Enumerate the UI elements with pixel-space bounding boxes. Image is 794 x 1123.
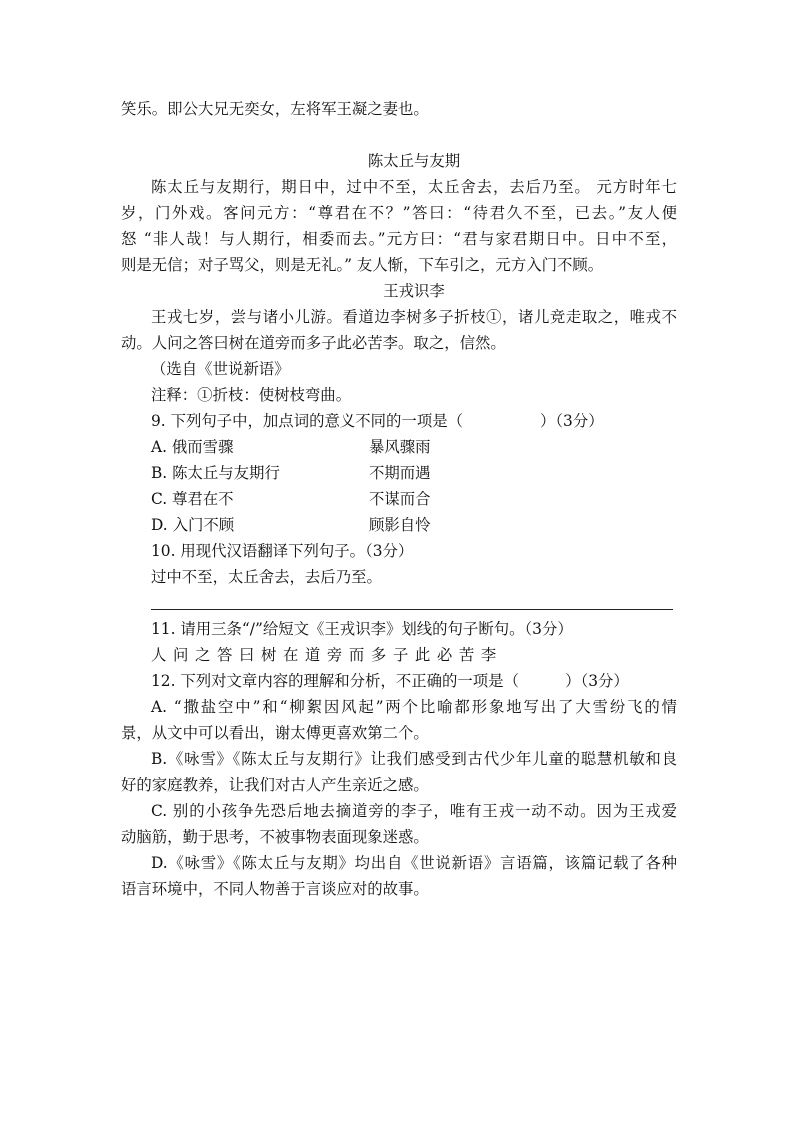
answer-line[interactable] — [151, 609, 673, 610]
choice-d-cont: 语言环境中，不同人物善于言谈应对的故事。 — [121, 880, 429, 898]
option-row — [151, 489, 677, 509]
text-line: 陈太丘与友期行，期日中，过中不至，太丘舍去，去后乃至。 元方时年七 — [151, 178, 677, 196]
text-line: 动。人问之答曰树在道旁而多子此必苦李。取之，信然。 — [121, 334, 506, 352]
text-line: 笑乐。即公大兄无奕女，左将军王凝之妻也。 — [121, 100, 429, 118]
choice-b-cont: 好的家庭教养，让我们对古人产生亲近之感。 — [121, 776, 429, 794]
option-compare: 不期而遇 — [369, 464, 431, 482]
question-11: 11. 请用三条“/”给短文《王戎识李》划线的句子断句。（3分） — [151, 620, 573, 638]
option-row — [151, 515, 677, 535]
text-line: 则是无信；对子骂父，则是无礼。” 友人惭，下车引之，元方入门不顾。 — [121, 256, 604, 274]
text-line: 怒 “非人哉！与人期行，相委而去。”元方曰：“君与家君期日中。日中不至， — [121, 230, 677, 248]
text-line: 岁，门外戏。客问元方：“尊君在不？”答曰：“待君久不至，已去。”友人便 — [121, 204, 677, 222]
segmentation-sentence: 人问之答曰树在道旁而多子此必苦李 — [151, 646, 503, 664]
question-9: 9. 下列句子中，加点词的意义不同的一项是（ ）（3分） — [151, 412, 604, 430]
choice-c: C. 别的小孩争先恐后地去摘道旁的李子，唯有王戎一动不动。因为王戎爱 — [151, 802, 677, 820]
question-10: 10. 用现代汉语翻译下列句子。（3分） — [151, 542, 414, 560]
choice-c-cont: 动脑筋，勤于思考，不被事物表面现象迷惑。 — [121, 828, 429, 846]
choice-a: A. “撒盐空中”和“柳絮因风起”两个比喻都形象地写出了大雪纷飞的情 — [151, 698, 677, 716]
translation-sentence: 过中不至，太丘舍去，去后乃至。 — [151, 568, 382, 586]
choice-b: B.《咏雪》《陈太丘与友期行》让我们感受到古代少年儿童的聪慧机敏和良 — [151, 750, 677, 768]
choice-a-cont: 景，从文中可以看出，谢太傅更喜欢第二个。 — [121, 724, 429, 742]
option-sentence: D. 入门不顾 — [151, 516, 235, 534]
option-sentence: C. 尊君在不 — [151, 490, 234, 508]
source-note: （选自《世说新语》 — [151, 360, 290, 378]
option-compare: 不谋而合 — [369, 490, 431, 508]
option-row — [151, 463, 677, 483]
option-row — [151, 437, 677, 457]
option-sentence: A. 俄而雪骤 — [151, 438, 234, 456]
annotation-note: 注释：①折枝：使树枝弯曲。 — [151, 386, 352, 404]
text-line: 王戎七岁，尝与诸小儿游。看道边李树多子折枝①，诸儿竞走取之，唯戎不 — [151, 308, 677, 326]
option-compare: 暴风骤雨 — [369, 438, 431, 456]
section-title: 王戎识李 — [383, 282, 445, 300]
section-title: 陈太丘与友期 — [367, 152, 461, 170]
option-sentence: B. 陈太丘与友期行 — [151, 464, 280, 482]
choice-d: D.《咏雪》《陈太丘与友期》均出自《世说新语》言语篇，该篇记载了各种 — [151, 854, 677, 872]
option-compare: 顾影自怜 — [369, 516, 431, 534]
question-12: 12. 下列对文章内容的理解和分析，不正确的一项是（ ）（3分） — [151, 672, 629, 690]
